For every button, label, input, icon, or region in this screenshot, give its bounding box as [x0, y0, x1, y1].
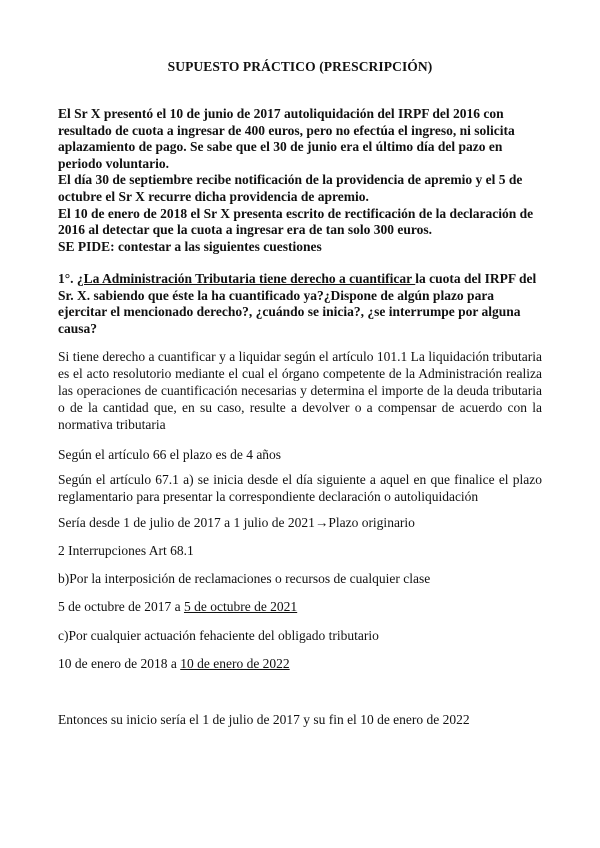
problem-statement — [58, 106, 542, 255]
answer-conclusion: Entonces su inicio sería el 1 de julio de 2017 y su fin el 10 de enero de 2022 — [58, 712, 470, 727]
question-1 — [58, 271, 542, 337]
answer-paragraph-1: Si tiene derecho a cuantificar y a liquidar según el artículo 101.1 La liquidación tributaria es el acto resolutorio mediante el cual el órgano competente de la Administración realiza las operaciones de cuantificación necesarias y determina el importe de la deuda tributaria o de la cantidad que, en su caso, resulte a devolver o a compensar de acuerdo con la normativa tributaria — [58, 349, 542, 432]
answer-paragraph-3: Según el artículo 67.1 a) se inicia desde el día siguiente a aquel en que finalice el plazo reglamentario para presentar la correspondiente declaración o autoliquidación — [58, 472, 542, 504]
question-number: 1°. — [58, 271, 77, 286]
date-range-start: 10 de enero de 2018 a — [58, 656, 181, 671]
answer-paragraph-5: 2 Interrupciones Art 68.1 — [58, 543, 194, 558]
answer-paragraph-4: Sería desde 1 de julio de 2017 a 1 julio de 2021→Plazo originario — [58, 515, 415, 530]
statement-paragraph-3: El 10 de enero de 2018 el Sr X presenta escrito de rectificación de la declaración de 2016 al detectar que la cuota a ingresar era de tan solo 300 euros. — [58, 205, 534, 238]
statement-paragraph-2: El día 30 de septiembre recibe notificación de la providencia de apremio y el 5 de octubre el Sr X recurre dicha providencia de apremio. — [58, 172, 523, 204]
statement-task: SE PIDE: contestar a las siguientes cuestiones — [58, 238, 322, 254]
question-underlined-text: ¿La Administración Tributaria tiene derecho a cuantificar — [76, 271, 416, 286]
statement-paragraph-1: El Sr X presentó el 10 de junio de 2017 autoliquidación del IRPF del 2016 con resultado de cuota a ingresar de 400 euros, pero no efectúa el ingreso, ni solicita aplazamiento de pago. Se sabe que el 30 de junio era el último día del pazo en periodo voluntario. — [58, 106, 515, 171]
date-range-end-underlined: 10 de enero de 2022 — [180, 656, 290, 671]
answer-paragraph-6: b)Por la interposición de reclamaciones o recursos de cualquier clase — [58, 571, 431, 586]
answer-paragraph-8: c)Por cualquier actuación fehaciente del obligado tributario — [58, 628, 379, 643]
question-text: la cuota del IRPF del Sr. X. sabiendo que éste la ha cuantificado ya?¿Dispone de algún plazo para ejercitar el mencionado derecho?, ¿cuándo se inicia?, ¿se interrumpe por alguna causa? — [58, 271, 537, 336]
answer-paragraph-2: Según el artículo 66 el plazo es de 4 años — [58, 447, 282, 462]
answer-paragraph-9 — [58, 655, 542, 672]
date-range-start: 5 de octubre de 2017 a — [58, 599, 184, 614]
document-title: SUPUESTO PRÁCTICO (PRESCRIPCIÓN) — [167, 59, 433, 74]
answer-paragraph-7 — [58, 598, 542, 615]
date-range-end-underlined: 5 de octubre de 2021 — [183, 599, 298, 614]
